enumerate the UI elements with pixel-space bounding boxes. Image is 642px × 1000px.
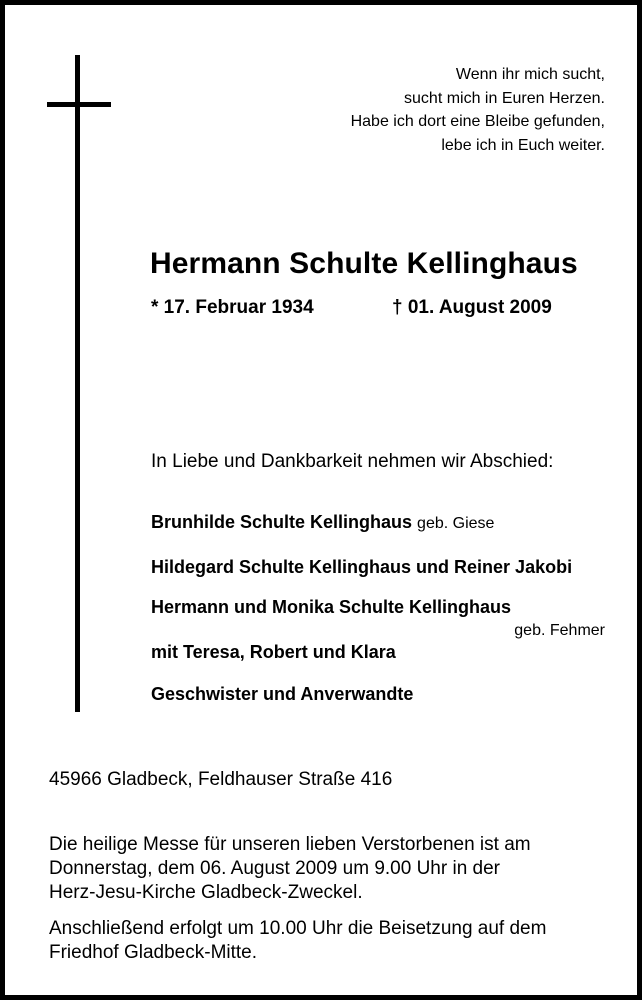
mass-line: Herz-Jesu-Kirche Gladbeck-Zweckel. xyxy=(49,882,363,903)
mourner-line: Hildegard Schulte Kellinghaus und Reiner Jakobi xyxy=(151,557,573,577)
farewell-text: In Liebe und Dankbarkeit nehmen wir Abschied: xyxy=(151,451,554,472)
burial-info xyxy=(49,917,546,965)
maiden-name: geb. Giese xyxy=(417,515,495,532)
mass-line: Die heilige Messe für unseren lieben Verstorbenen ist am xyxy=(49,834,531,855)
mass-info xyxy=(49,833,531,905)
burial-line: Friedhof Gladbeck-Mitte. xyxy=(49,942,258,963)
memorial-poem xyxy=(351,63,605,157)
deceased-name: Hermann Schulte Kellinghaus xyxy=(150,247,578,280)
poem-line: Habe ich dort eine Bleibe gefunden, xyxy=(350,113,605,130)
mourner-name: Brunhilde Schulte Kellinghaus xyxy=(151,512,413,532)
mourner-line xyxy=(151,512,494,533)
mourner-line: Geschwister und Anverwandte xyxy=(151,684,414,704)
death-date: † 01. August 2009 xyxy=(392,297,552,318)
poem-line: sucht mich in Euren Herzen. xyxy=(404,89,605,107)
address: 45966 Gladbeck, Feldhauser Straße 416 xyxy=(49,769,393,790)
mourner-line: mit Teresa, Robert und Klara xyxy=(151,642,396,662)
burial-line: Anschließend erfolgt um 10.00 Uhr die Beisetzung auf dem xyxy=(49,918,547,939)
mass-line: Donnerstag, dem 06. August 2009 um 9.00 Uhr in der xyxy=(49,858,500,879)
mourner-line: Hermann und Monika Schulte Kellinghaus xyxy=(151,597,512,617)
cross-vertical-bar xyxy=(75,55,80,712)
poem-line: lebe ich in Euch weiter. xyxy=(441,136,605,154)
cross-horizontal-bar xyxy=(47,102,111,107)
poem-line: Wenn ihr mich sucht, xyxy=(455,66,605,83)
maiden-name: geb. Fehmer xyxy=(514,622,605,639)
birth-date: * 17. Februar 1934 xyxy=(151,297,314,318)
